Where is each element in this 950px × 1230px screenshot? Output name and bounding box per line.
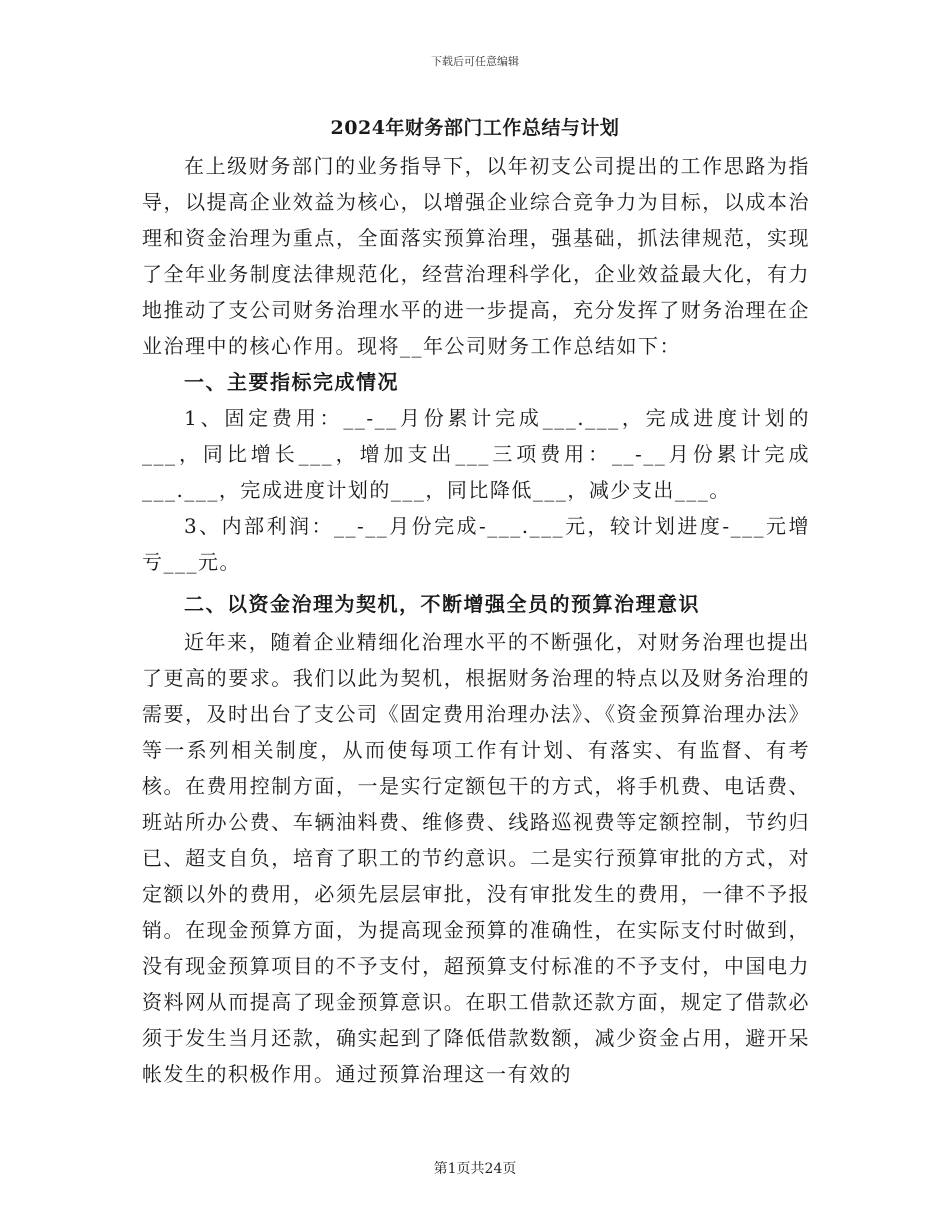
intro-paragraph: 在上级财务部门的业务指导下，以年初支公司提出的工作思路为指导，以提高企业效益为核心，以增强企业综合竞争力为目标，以成本治理和资金治理为重点，全面落实预算治理，强基础，抓法律规范，实现了全年业务制度法律规范化，经营治理科学化，企业效益最大化，有力地推动了支公司财务治理水平的进一步提高，充分发挥了财务治理在企业治理中的核心作用。现将__年公司财务工作总结如下：	[142, 154, 810, 358]
header-note: 下载后可任意编辑	[431, 55, 519, 68]
document-title: 2024年财务部门工作总结与计划	[330, 117, 620, 139]
page-footer: 第1页共24页	[433, 1161, 517, 1177]
section-heading-1: 一、主要指标完成情况	[184, 370, 399, 394]
indicator-item-1: 1、固定费用：__-__月份累计完成___.___，完成进度计划的___，同比增长___，增加支出___三项费用：__-__月份累计完成___.___，完成进度计划的___，同比降低___，减少支出___。	[142, 406, 810, 502]
section-heading-2: 二、以资金治理为契机，不断增强全员的预算治理意识	[184, 592, 700, 616]
document-body	[142, 148, 810, 1092]
indicator-item-3: 3、内部利润：__-__月份完成-___.___元，较计划进度-___元增亏___元。	[142, 514, 810, 574]
section-2-paragraph: 近年来，随着企业精细化治理水平的不断强化，对财务治理也提出了更高的要求。我们以此为契机，根据财务治理的特点以及财务治理的需要，及时出台了支公司《固定费用治理办法》、《资金预算治理办法》等一系列相关制度，从而使每项工作有计划、有落实、有监督、有考核。在费用控制方面，一是实行定额包干的方式，将手机费、电话费、班站所办公费、车辆油料费、维修费、线路巡视费等定额控制，节约归已、超支自负，培育了职工的节约意识。二是实行预算审批的方式，对定额以外的费用，必须先层层审批，没有审批发生的费用，一律不予报销。在现金预算方面，为提高现金预算的准确性，在实际支付时做到，没有现金预算项目的不予支付，超预算支付标准的不予支付，中国电力资料网从而提高了现金预算意识。在职工借款还款方面，规定了借款必须于发生当月还款，确实起到了降低借款数额，减少资金占用，避开呆帐发生的积极作用。通过预算治理这一有效的	[142, 630, 810, 1086]
